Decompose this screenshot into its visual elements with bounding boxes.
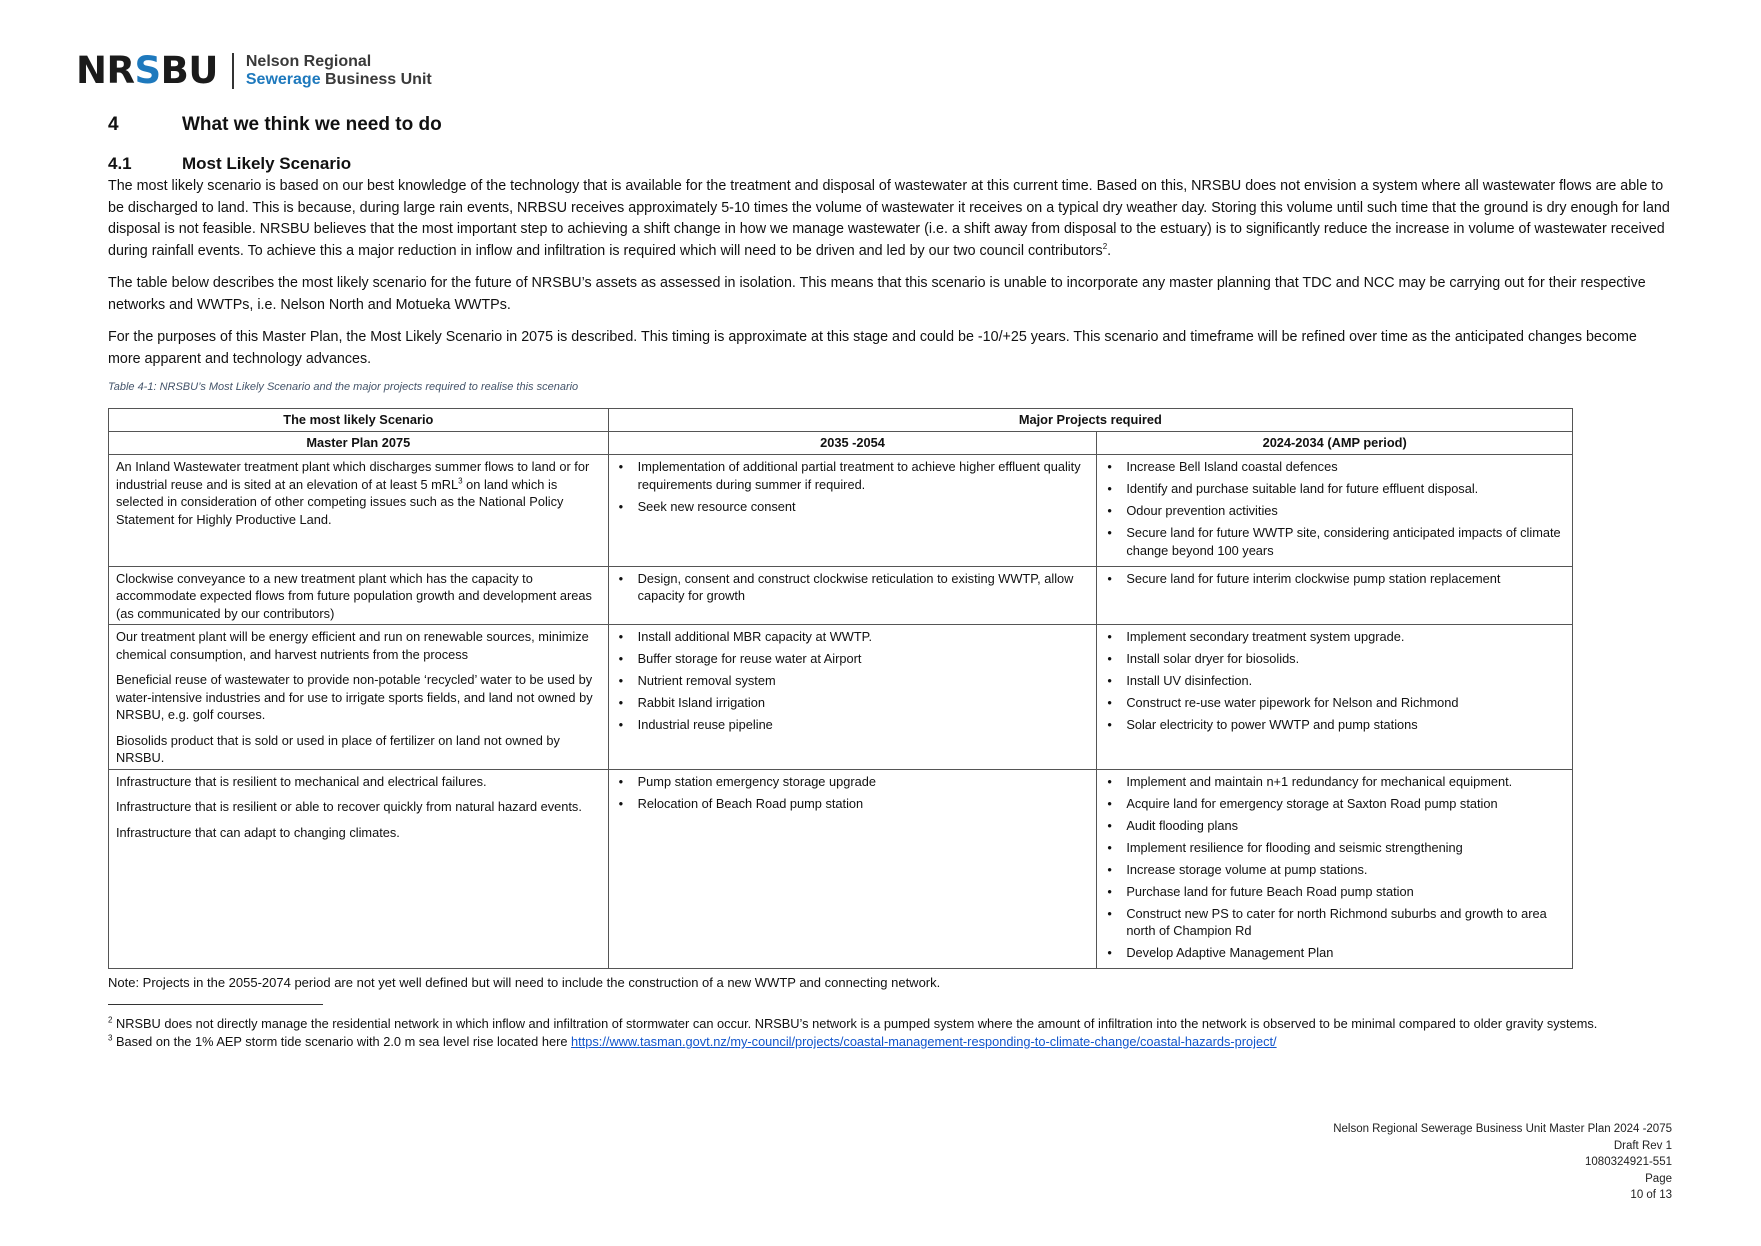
mid-term-projects-cell	[608, 455, 1097, 567]
footer-document-id: 1080324921-551	[1585, 1156, 1672, 1168]
project-item: • Purchase land for future Beach Road pump station	[1104, 883, 1565, 901]
project-item: • Acquire land for emergency storage at Saxton Road pump station	[1104, 795, 1565, 813]
project-item: • Design, consent and construct clockwise reticulation to existing WWTP, allow capacity for growth	[616, 570, 1090, 605]
project-item: • Relocation of Beach Road pump station	[616, 795, 1090, 813]
table-row	[109, 455, 1573, 567]
project-item: • Install solar dryer for biosolids.	[1104, 650, 1565, 668]
subsection-heading: 4.1 Most Likely Scenario	[108, 154, 352, 173]
footer-page-number: 10 of 13	[1630, 1189, 1672, 1201]
project-item: • Construct re-use water pipework for Nelson and Richmond	[1104, 694, 1565, 712]
project-item: • Increase storage volume at pump stations.	[1104, 861, 1565, 879]
scenario-cell	[109, 566, 609, 625]
project-item: • Nutrient removal system	[616, 672, 1090, 690]
table-caption: Table 4-1: NRSBU’s Most Likely Scenario and the major projects required to realise this scenario	[108, 381, 579, 393]
project-item: • Install UV disinfection.	[1104, 672, 1565, 690]
near-term-projects-cell	[1097, 625, 1573, 770]
scenario-paragraph: Beneficial reuse of wastewater to provide non-potable ‘recycled’ water to be used by water-intensive industries and for use to irrigate sports fields, and land not owned by NRSBU, e.g. golf courses.	[116, 672, 593, 722]
coastal-hazards-link[interactable]: https://www.tasman.govt.nz/my-council/projects/coastal-management-responding-to-climate-change/coastal-hazards-project/	[571, 1034, 1277, 1049]
paragraph-timing: For the purposes of this Master Plan, the Most Likely Scenario in 2075 is described. This timing is approximate at this stage and could be -10/+25 years. This scenario and timeframe will be refined over time as the anticipated changes become more apparent and technology advances.	[108, 329, 1637, 367]
project-item: • Install additional MBR capacity at WWTP.	[616, 628, 1090, 646]
project-item: • Identify and purchase suitable land for future effluent disposal.	[1104, 480, 1565, 498]
nrsbu-logo	[76, 49, 432, 92]
table-row	[109, 625, 1573, 770]
project-item: • Implementation of additional partial treatment to achieve higher effluent quality requirements during summer if required.	[616, 458, 1090, 493]
project-item: • Secure land for future interim clockwise pump station replacement	[1104, 570, 1565, 588]
table-row	[109, 769, 1573, 969]
page-footer	[1333, 1121, 1672, 1204]
footnote-2: $^2$ NRSBU does not directly manage the residential network in which inflow and infiltration of stormwater can occur. NRSBU’s network is a pumped system where the amount of infiltration into the network is observed to be minimal compared to older gravity systems.	[108, 1015, 1598, 1031]
project-item: • Construct new PS to cater for north Richmond suburbs and growth to area north of Champion Rd	[1104, 905, 1565, 940]
footnote-separator	[108, 1004, 323, 1005]
project-item: • Solar electricity to power WWTP and pump stations	[1104, 716, 1565, 734]
project-item: • Implement resilience for flooding and seismic strengthening	[1104, 839, 1565, 857]
scenario-paragraph: Infrastructure that is resilient to mechanical and electrical failures.	[116, 773, 487, 789]
logo-divider	[232, 53, 234, 89]
scenario-paragraph: Our treatment plant will be energy efficient and run on renewable sources, minimize chemical consumption, and harvest nutrients from the process	[116, 629, 589, 662]
scenario-cell	[109, 625, 609, 770]
table-header-row	[109, 409, 1573, 432]
scenario-paragraph: Infrastructure that is resilient or able to recover quickly from natural hazard events.	[116, 799, 582, 814]
project-item: • Secure land for future WWTP site, considering anticipated impacts of climate change beyond 100 years	[1104, 524, 1565, 559]
footer-revision: Draft Rev 1	[1613, 1139, 1672, 1152]
project-item: • Develop Adaptive Management Plan	[1104, 944, 1565, 962]
project-item: • Pump station emergency storage upgrade	[616, 773, 1090, 791]
table-note: Note: Projects in the 2055-2074 period are not yet well defined but will need to include the construction of a new WWTP and connecting network.	[108, 975, 941, 990]
project-item: • Increase Bell Island coastal defences	[1104, 458, 1565, 476]
section-heading: 4 What we think we need to do	[108, 114, 442, 135]
table-subheader-row	[109, 432, 1573, 455]
mid-term-projects-cell	[608, 625, 1097, 770]
scenario-paragraph: Clockwise conveyance to a new treatment plant which has the capacity to accommodate expected flows from future population growth and development areas (as communicated by our contributors)	[116, 570, 592, 621]
header-2035-2054: 2035 -2054	[608, 432, 1097, 455]
near-term-projects-cell	[1097, 455, 1573, 567]
mid-term-projects-cell	[608, 769, 1097, 969]
footnote-3: $^3$ Based on the 1% AEP storm tide scenario with 2.0 m sea level rise located here https://www.tasman.govt.nz/my-council/projects/coastal-management-responding-to-climate-change/coastal-hazards-project/	[108, 1033, 1277, 1049]
footer-document-title: Nelson Regional Sewerage Business Unit Master Plan 2024 -2075	[1333, 1123, 1672, 1135]
scenario-table	[108, 408, 1573, 969]
project-item: • Implement and maintain n+1 redundancy for mechanical equipment.	[1104, 773, 1565, 791]
project-item: • Audit flooding plans	[1104, 817, 1565, 835]
project-item: • Seek new resource consent	[616, 498, 1090, 516]
project-item: • Implement secondary treatment system upgrade.	[1104, 628, 1565, 646]
footer-page-label: Page	[1645, 1172, 1672, 1185]
project-item: • Buffer storage for reuse water at Airport	[616, 650, 1090, 668]
header-major-projects: Major Projects required	[608, 409, 1572, 432]
mid-term-projects-cell	[608, 566, 1097, 625]
document-body	[108, 114, 1670, 1051]
scenario-cell: An Inland Wastewater treatment plant which discharges summer flows to land or for industrial reuse and is sited at an elevation of at least 5 mRL$^3$ on land which is selected in consideration of other competing issues such as the National Policy Statement for Highly Productive Land.	[109, 455, 609, 567]
paragraph-table-description: The table below describes the most likely scenario for the future of NRSBU’s assets as assessed in isolation. This means that this scenario is unable to incorporate any master planning that TDC and NCC may be carrying out for their respective networks and WWTPs, i.e. Nelson North and Motueka WWTPs.	[108, 275, 1646, 313]
header-master-plan: Master Plan 2075	[109, 432, 609, 455]
project-item: • Rabbit Island irrigation	[616, 694, 1090, 712]
paragraph-intro: The most likely scenario is based on our best knowledge of the technology that is available for the treatment and disposal of wastewater at this current time. Based on this, NRSBU does not envision a system where all wastewater flows are able to be discharged to land. This is because, during large rain events, NRBSU receives approximately 5-10 times the volume of wastewater it receives on a typical dry weather day. Storing this volume until such time that the ground is dry enough for land disposal is not feasible. NRSBU believes that the most important step to achieving a shift change in how we manage wastewater (i.e. a shift away from disposal to the estuary) is to significantly reduce the increase in volume of wastewater received during rainfall events. To achieve this a major reduction in inflow and infiltration is required which will need to be driven and led by our two council contributors$^2$.	[108, 178, 1670, 259]
scenario-paragraph: Biosolids product that is sold or used in place of fertilizer on land not owned by NRSBU.	[116, 732, 560, 765]
near-term-projects-cell	[1097, 566, 1573, 625]
header-scenario: The most likely Scenario	[109, 409, 609, 432]
logo-mark: NRSBU	[76, 49, 218, 92]
table-row	[109, 566, 1573, 625]
header-2024-2034: 2024-2034 (AMP period)	[1097, 432, 1573, 455]
near-term-projects-cell	[1097, 769, 1573, 969]
scenario-paragraph: Infrastructure that can adapt to changing climates.	[116, 824, 400, 840]
project-item: • Odour prevention activities	[1104, 502, 1565, 520]
logo-wordmark: Nelson Regional Sewerage Business Unit	[245, 52, 432, 88]
project-item: • Industrial reuse pipeline	[616, 716, 1090, 734]
scenario-cell	[109, 769, 609, 969]
